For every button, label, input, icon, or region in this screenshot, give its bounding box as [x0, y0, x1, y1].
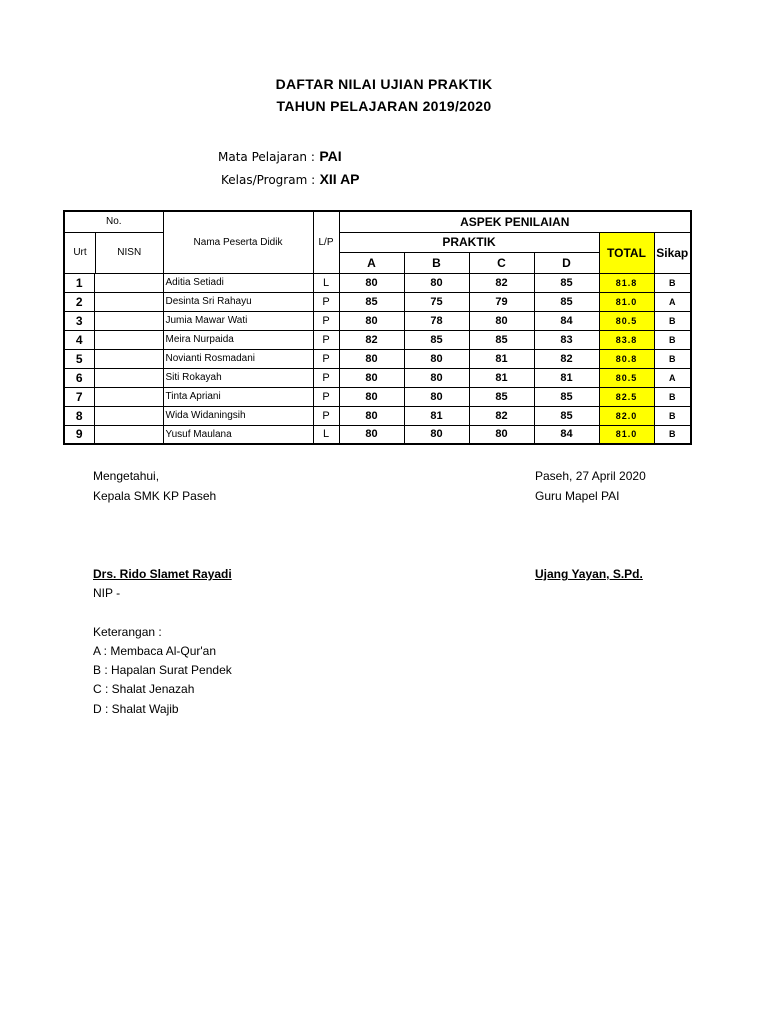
- table-row: [64, 330, 691, 349]
- legend-title: Keterangan :: [93, 625, 162, 639]
- class-row: [221, 171, 360, 189]
- cell-name: Desinta Sri Rahayu: [163, 292, 313, 311]
- cell-sikap: A: [654, 368, 691, 387]
- cell-c: 85: [469, 330, 534, 349]
- cell-a: 82: [339, 330, 404, 349]
- cell-total: 80.8: [599, 349, 654, 368]
- header-a: A: [339, 253, 404, 274]
- cell-c: 85: [469, 387, 534, 406]
- principal-title: Kepala SMK KP Paseh: [93, 489, 217, 503]
- cell-urt: 1: [64, 273, 94, 292]
- principal-name: Drs. Rido Slamet Rayadi: [93, 567, 232, 581]
- cell-d: 84: [534, 425, 599, 444]
- cell-sikap: B: [654, 425, 691, 444]
- cell-b: 75: [404, 292, 469, 311]
- cell-name: Aditia Setiadi: [163, 273, 313, 292]
- cell-d: 85: [534, 387, 599, 406]
- table-row: [64, 292, 691, 311]
- cell-total: 80.5: [599, 368, 654, 387]
- header-aspek: ASPEK PENILAIAN: [339, 211, 691, 232]
- cell-lp: P: [313, 292, 339, 311]
- cell-c: 82: [469, 273, 534, 292]
- cell-sikap: B: [654, 311, 691, 330]
- header-b: B: [404, 253, 469, 274]
- cell-b: 80: [404, 349, 469, 368]
- cell-nisn: [94, 292, 163, 311]
- table-row: [64, 273, 691, 292]
- cell-nisn: [94, 273, 163, 292]
- cell-c: 80: [469, 311, 534, 330]
- grades-table: [63, 210, 692, 445]
- subject-row: [218, 148, 342, 166]
- cell-b: 80: [404, 387, 469, 406]
- cell-urt: 4: [64, 330, 94, 349]
- cell-total: 81.8: [599, 273, 654, 292]
- table-row: [64, 368, 691, 387]
- header-praktik: PRAKTIK: [339, 232, 599, 253]
- cell-sikap: A: [654, 292, 691, 311]
- cell-b: 80: [404, 425, 469, 444]
- header-name: Nama Peserta Didik: [163, 211, 313, 273]
- cell-a: 80: [339, 425, 404, 444]
- principal-nip: NIP -: [93, 586, 121, 600]
- cell-nisn: [94, 330, 163, 349]
- table-row: [64, 387, 691, 406]
- cell-b: 80: [404, 273, 469, 292]
- teacher-title: Guru Mapel PAI: [535, 489, 620, 503]
- cell-c: 80: [469, 425, 534, 444]
- cell-sikap: B: [654, 330, 691, 349]
- cell-sikap: B: [654, 349, 691, 368]
- cell-lp: L: [313, 273, 339, 292]
- cell-name: Meira Nurpaida: [163, 330, 313, 349]
- cell-a: 80: [339, 349, 404, 368]
- header-urt-nisn: [64, 232, 163, 273]
- cell-a: 80: [339, 387, 404, 406]
- cell-a: 80: [339, 368, 404, 387]
- cell-total: 81.0: [599, 292, 654, 311]
- cell-b: 81: [404, 406, 469, 425]
- cell-d: 84: [534, 311, 599, 330]
- header-nisn: NISN: [117, 247, 142, 258]
- cell-d: 82: [534, 349, 599, 368]
- cell-a: 85: [339, 292, 404, 311]
- cell-c: 79: [469, 292, 534, 311]
- class-label: Kelas/Program :: [221, 173, 316, 187]
- cell-c: 81: [469, 349, 534, 368]
- table-row: [64, 349, 691, 368]
- header-urt: Urt: [65, 233, 96, 273]
- cell-a: 80: [339, 311, 404, 330]
- cell-total: 82.0: [599, 406, 654, 425]
- cell-c: 81: [469, 368, 534, 387]
- header-lp: L/P: [313, 211, 339, 273]
- cell-d: 81: [534, 368, 599, 387]
- cell-lp: L: [313, 425, 339, 444]
- legend-item: C : Shalat Jenazah: [93, 682, 195, 696]
- class-value: XII AP: [319, 171, 360, 187]
- subject-label: Mata Pelajaran :: [218, 150, 315, 164]
- header-total: TOTAL: [599, 232, 654, 273]
- cell-lp: P: [313, 330, 339, 349]
- cell-b: 85: [404, 330, 469, 349]
- table-row: [64, 406, 691, 425]
- cell-total: 83.8: [599, 330, 654, 349]
- cell-nisn: [94, 387, 163, 406]
- cell-d: 85: [534, 273, 599, 292]
- cell-name: Wida Widaningsih: [163, 406, 313, 425]
- header-no: No.: [64, 211, 163, 232]
- cell-lp: P: [313, 311, 339, 330]
- cell-sikap: B: [654, 273, 691, 292]
- cell-name: Novianti Rosmadani: [163, 349, 313, 368]
- header-c: C: [469, 253, 534, 274]
- acknowledged-label: Mengetahui,: [93, 469, 160, 483]
- cell-lp: P: [313, 349, 339, 368]
- legend-item: A : Membaca Al-Qur'an: [93, 644, 217, 658]
- cell-nisn: [94, 368, 163, 387]
- cell-sikap: B: [654, 387, 691, 406]
- cell-d: 85: [534, 292, 599, 311]
- cell-lp: P: [313, 368, 339, 387]
- cell-name: Tinta Apriani: [163, 387, 313, 406]
- cell-a: 80: [339, 406, 404, 425]
- document-subtitle: TAHUN PELAJARAN 2019/2020: [276, 98, 492, 114]
- cell-name: Jumia Mawar Wati: [163, 311, 313, 330]
- cell-b: 80: [404, 368, 469, 387]
- cell-name: Siti Rokayah: [163, 368, 313, 387]
- legend-item: B : Hapalan Surat Pendek: [93, 663, 232, 677]
- cell-lp: P: [313, 406, 339, 425]
- cell-total: 80.5: [599, 311, 654, 330]
- cell-urt: 5: [64, 349, 94, 368]
- cell-b: 78: [404, 311, 469, 330]
- cell-a: 80: [339, 273, 404, 292]
- cell-urt: 8: [64, 406, 94, 425]
- table-row: [64, 311, 691, 330]
- cell-nisn: [94, 349, 163, 368]
- cell-total: 81.0: [599, 425, 654, 444]
- cell-sikap: B: [654, 406, 691, 425]
- legend-item: D : Shalat Wajib: [93, 702, 179, 716]
- cell-urt: 9: [64, 425, 94, 444]
- cell-nisn: [94, 406, 163, 425]
- cell-nisn: [94, 311, 163, 330]
- document-title: DAFTAR NILAI UJIAN PRAKTIK: [275, 76, 493, 92]
- table-row: [64, 425, 691, 444]
- cell-nisn: [94, 425, 163, 444]
- place-date: Paseh, 27 April 2020: [535, 469, 646, 483]
- teacher-name: Ujang Yayan, S.Pd.: [535, 567, 643, 581]
- cell-urt: 6: [64, 368, 94, 387]
- cell-name: Yusuf Maulana: [163, 425, 313, 444]
- cell-lp: P: [313, 387, 339, 406]
- cell-d: 83: [534, 330, 599, 349]
- cell-total: 82.5: [599, 387, 654, 406]
- subject-value: PAI: [319, 148, 342, 164]
- cell-urt: 2: [64, 292, 94, 311]
- cell-urt: 3: [64, 311, 94, 330]
- cell-d: 85: [534, 406, 599, 425]
- header-d: D: [534, 253, 599, 274]
- header-sikap: Sikap: [654, 232, 691, 273]
- cell-urt: 7: [64, 387, 94, 406]
- cell-c: 82: [469, 406, 534, 425]
